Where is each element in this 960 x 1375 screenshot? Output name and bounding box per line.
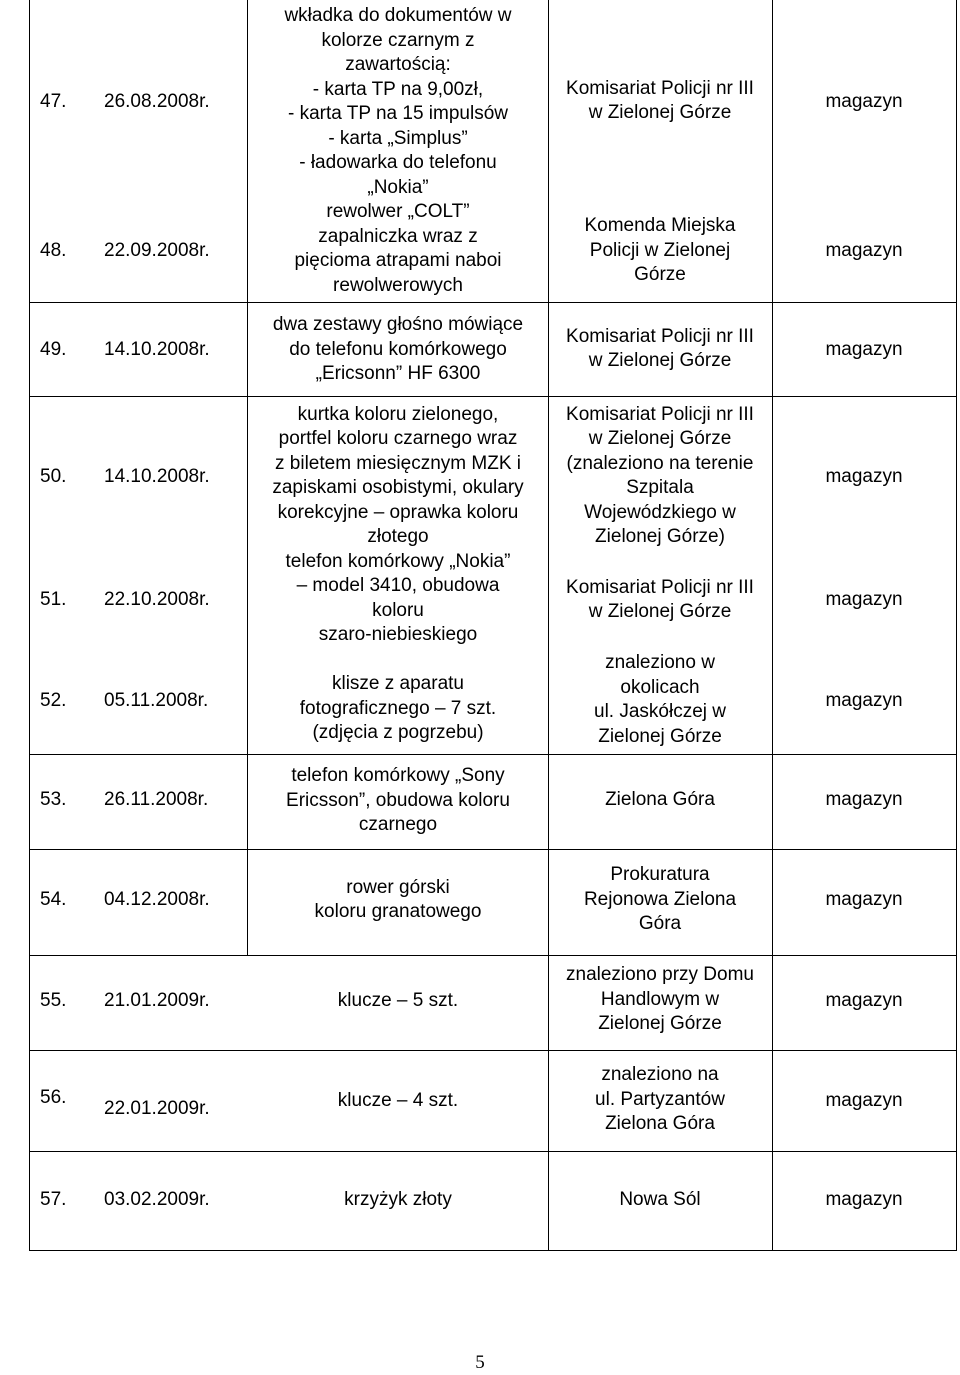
row-location: Komisariat Policji nr III w Zielonej Górze [566, 576, 754, 622]
row-location: znaleziono w okolicach ul. Jaskółczej w Zielonej Górze [594, 652, 726, 747]
row-date: 05.11.2008r. [104, 689, 209, 711]
row-number: 56. [40, 1086, 67, 1108]
row-location: Zielona Góra [605, 788, 715, 810]
item-description: dwa zestawy głośno mówiące do telefonu komórkowego „Ericsonn” HF 6300 [272, 314, 524, 385]
row-date: 22.01.2009r. [104, 1097, 210, 1119]
item-description: klucze – 4 szt. [337, 1089, 459, 1111]
row-date: 04.12.2008r. [104, 888, 210, 910]
row-status: magazyn [825, 689, 903, 711]
row-location: znaleziono przy Domu Handlowym w Zielonej Górze [566, 964, 754, 1035]
row-location: znaleziono na ul. Partyzantów Zielona Góra [595, 1064, 725, 1135]
row-number: 51. [40, 588, 67, 610]
row-divider [29, 849, 957, 850]
row-location: Prokuratura Rejonowa Zielona Góra [583, 864, 737, 935]
item-description: telefon komórkowy „Sony Ericsson”, obudowa koloru czarnego [286, 765, 510, 836]
table-border-right [956, 0, 957, 1250]
item-description: klucze – 5 szt. [337, 989, 459, 1011]
table-border-bottom [29, 1250, 957, 1251]
row-status: magazyn [825, 989, 903, 1011]
row-date: 03.02.2009r. [104, 1188, 210, 1210]
row-status: magazyn [825, 888, 903, 910]
row-location: Komisariat Policji nr III w Zielonej Górze [566, 77, 754, 123]
row-location: Komisariat Policji nr III w Zielonej Górze [566, 325, 754, 371]
item-description: kurtka koloru zielonego, portfel koloru czarnego wraz z biletem miesięcznym MZK i zapiskami osobistymi, okulary korekcyjne – oprawka koloru złotego telefon komórkowy „Nokia” – model 3410, obudowa koloru szaro-niebieskiego klisze z aparatu fotograficznego – 7 szt. (zdjęcia z pogrzebu) [272, 403, 524, 743]
row-number: 53. [40, 788, 67, 810]
row-status: magazyn [825, 465, 903, 487]
row-number: 49. [40, 338, 67, 360]
row-status: magazyn [825, 239, 903, 261]
item-description: rower górski koloru granatowego [314, 876, 482, 922]
row-number: 50. [40, 465, 67, 487]
row-date: 21.01.2009r. [104, 989, 210, 1011]
page-number: 5 [475, 1352, 485, 1373]
item-description: wkładka do dokumentów w kolorze czarnym z zawartością: - karta TP na 9,00zł, - karta TP na 15 impulsów - karta „Simplus” - ładowarka do telefonu „Nokia” rewolwer „COLT” zapalniczka wraz z pięcioma atrapami naboi rewolwerowych [284, 5, 512, 296]
row-date: 26.11.2008r. [104, 788, 209, 810]
row-number: 48. [40, 239, 67, 261]
row-divider [29, 1050, 957, 1051]
row-date: 22.09.2008r. [104, 239, 210, 261]
row-date: 26.08.2008r. [104, 90, 210, 112]
table-border-left [29, 0, 30, 1250]
row-date: 22.10.2008r. [104, 588, 210, 610]
column-divider-location-status [772, 0, 773, 1250]
row-status: magazyn [825, 1188, 903, 1210]
row-divider [29, 302, 957, 303]
row-divider [29, 754, 957, 755]
row-status: magazyn [825, 338, 903, 360]
item-description: krzyżyk złoty [344, 1188, 452, 1210]
row-status: magazyn [825, 588, 903, 610]
row-number: 47. [40, 90, 67, 112]
row-divider [29, 955, 957, 956]
row-number: 57. [40, 1188, 67, 1210]
column-divider-date-item [247, 0, 248, 955]
row-number: 55. [40, 989, 67, 1011]
row-divider [29, 396, 957, 397]
row-location: Nowa Sól [619, 1188, 701, 1210]
row-number: 54. [40, 888, 67, 910]
row-divider [29, 1151, 957, 1152]
row-status: magazyn [825, 90, 903, 112]
row-date: 14.10.2008r. [104, 465, 210, 487]
row-location: Komisariat Policji nr III w Zielonej Górze (znaleziono na terenie Szpitala Wojewódzkiego w Zielonej Górze) [566, 403, 754, 547]
row-number: 52. [40, 689, 67, 711]
row-location: Komenda Miejska Policji w Zielonej Górze [584, 215, 736, 286]
row-date: 14.10.2008r. [104, 338, 210, 360]
row-status: magazyn [825, 1089, 903, 1111]
row-status: magazyn [825, 788, 903, 810]
column-divider-item-location [548, 0, 549, 1250]
